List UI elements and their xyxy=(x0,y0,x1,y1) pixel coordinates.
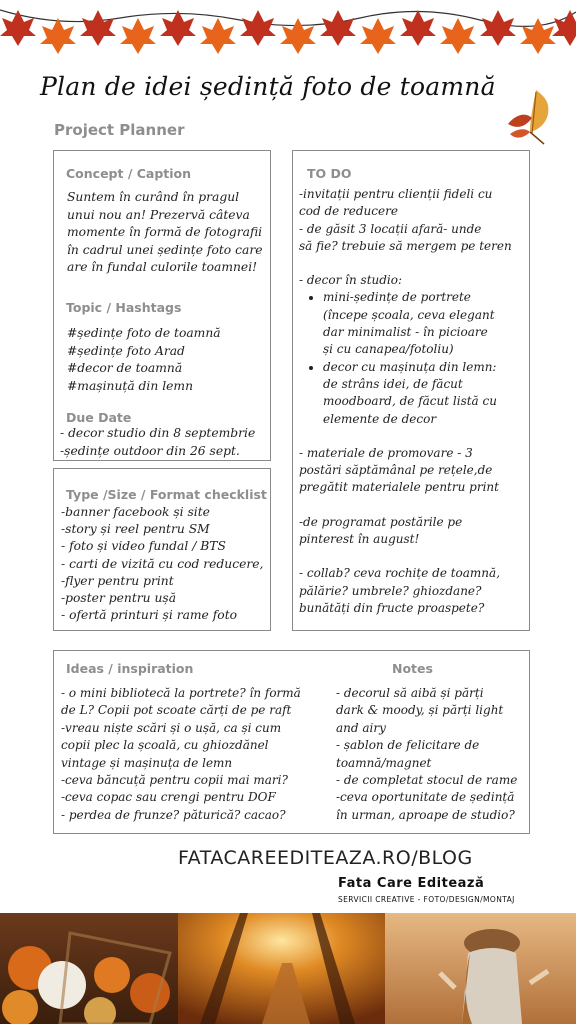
checklist-box xyxy=(53,468,271,631)
todo-line: bunătăți din fructe proaspete? xyxy=(299,600,485,615)
todo-line: elemente de decor xyxy=(323,411,437,426)
idea-line: vintage și mașinuța de lemn xyxy=(61,755,233,770)
todo-line: cod de reducere xyxy=(299,204,398,219)
todo-line: (începe școala, ceva elegant xyxy=(323,307,495,322)
checklist-item: -story și reel pentru SM xyxy=(61,522,210,537)
todo-text xyxy=(299,186,512,617)
todo-line: pinterest în august! xyxy=(299,532,420,547)
concept-box xyxy=(53,150,271,461)
autumn-leaf-icon xyxy=(500,84,562,146)
maple-leaf-icon xyxy=(240,10,276,46)
maple-leaf-icon xyxy=(552,10,576,46)
ideas-text xyxy=(61,685,301,824)
decor-bullet xyxy=(323,359,512,428)
todo-line: -de programat postările pe xyxy=(299,514,463,529)
concept-line: momente în formă de fotografii xyxy=(67,225,263,239)
hashtags-text xyxy=(67,325,221,395)
maple-leaf-icon xyxy=(200,18,236,54)
maple-leaf-icon xyxy=(160,10,196,46)
topic-header: Topic / Hashtags xyxy=(66,300,182,315)
decor-bullet xyxy=(323,289,512,358)
note-line: dark & moody, și părți light xyxy=(336,703,504,718)
todo-line: și cu canapea/fotoliu) xyxy=(323,342,454,357)
concept-line: în cadrul unei ședințe foto care xyxy=(67,242,263,257)
maple-leaf-icon xyxy=(320,10,356,46)
concept-text xyxy=(67,189,262,277)
notes-text xyxy=(336,685,517,824)
ideas-header: Ideas / inspiration xyxy=(66,661,194,676)
maple-leaf-icon xyxy=(120,18,156,54)
checklist-item: -poster pentru ușă xyxy=(61,591,177,606)
maple-leaf-icon xyxy=(400,10,436,46)
checklist-item: - carti de vizită cu cod reducere, xyxy=(61,556,264,571)
concept-line: Suntem în curând în pragul xyxy=(67,190,240,204)
blog-url-link[interactable]: FATACAREEDITEAZA.RO/BLOG xyxy=(178,847,473,869)
hashtag-line: #ședințe foto Arad xyxy=(67,343,185,358)
due-date-line: - decor studio din 8 septembrie xyxy=(60,426,256,440)
idea-line: de L? Copii pot scoate cărți de pe raft xyxy=(61,703,292,718)
due-date-line: -ședințe outdoor din 26 sept. xyxy=(60,443,240,458)
todo-line: - decor în studio: xyxy=(299,273,403,288)
note-line: -ceva oportunitate de ședință xyxy=(336,790,515,805)
maple-leaf-icon xyxy=(80,10,116,46)
page-title: Plan de idei ședință foto de toamnă xyxy=(40,72,496,101)
concept-line: are în fundal culorile toamnei! xyxy=(67,260,258,274)
note-line: - șablon de felicitare de xyxy=(336,738,480,753)
concept-header: Concept / Caption xyxy=(66,166,192,181)
todo-box xyxy=(292,150,530,631)
todo-line: de strâns idei, de făcut xyxy=(323,376,463,391)
note-line: toamnă/magnet xyxy=(336,755,432,770)
autumn-photo-strip xyxy=(0,913,576,1024)
notes-header: Notes xyxy=(392,661,433,676)
due-date-header: Due Date xyxy=(66,410,132,425)
todo-line: postări săptămânal pe rețele,de xyxy=(299,463,493,478)
todo-line: - de găsit 3 locații afară- unde xyxy=(299,221,482,236)
decor-bullet-list xyxy=(299,289,512,427)
todo-line: dar minimalist - în picioare xyxy=(323,325,488,340)
todo-line: • decor cu mașinuța din lemn: xyxy=(323,359,497,374)
todo-line: moodboard, de făcut listă cu xyxy=(323,394,497,409)
idea-line: copii plec la școală, cu ghiozdănel xyxy=(61,738,269,753)
checklist-item: -banner facebook și site xyxy=(61,505,210,519)
todo-line: - collab? ceva rochițe de toamnă, xyxy=(299,566,501,581)
note-line: - decorul să aibă și părți xyxy=(336,686,484,700)
hashtag-line: #decor de toamnă xyxy=(67,361,183,375)
idea-line: - o mini bibliotecă la portrete? în formă xyxy=(61,686,301,700)
todo-line: -invitații pentru clienții fideli cu xyxy=(299,187,493,201)
due-date-text xyxy=(60,425,255,460)
todo-line: pregătit materialele pentru print xyxy=(299,480,499,495)
checklist-text xyxy=(61,504,263,624)
todo-line: • mini-ședințe de portrete xyxy=(323,290,471,305)
idea-line: -vreau niște scări și o ușă, ca și cum xyxy=(61,720,282,735)
checklist-header: Type /Size / Format checklist xyxy=(66,487,267,502)
note-line: and airy xyxy=(336,720,386,735)
maple-leaf-icon xyxy=(440,18,476,54)
checklist-item: - ofertă printuri și rame foto xyxy=(61,608,238,623)
leaf-garland xyxy=(0,0,576,70)
todo-line: să fie? trebuie să mergem pe teren xyxy=(299,238,512,253)
note-line: - de completat stocul de rame xyxy=(336,773,518,788)
ideas-notes-box xyxy=(53,650,530,834)
checklist-item: -flyer pentru print xyxy=(61,573,174,588)
idea-line: -ceva băncuță pentru copii mai mari? xyxy=(61,773,288,788)
idea-line: - perdea de frunze? păturică? cacao? xyxy=(61,807,286,822)
hashtag-line: #ședințe foto de toamnă xyxy=(67,326,221,340)
project-planner-label: Project Planner xyxy=(54,121,185,139)
todo-line: - materiale de promovare - 3 xyxy=(299,445,473,460)
note-line: în urman, aproape de studio? xyxy=(336,807,515,822)
maple-leaf-icon xyxy=(0,10,36,46)
todo-header: TO DO xyxy=(307,166,352,181)
maple-leaf-icon xyxy=(360,18,396,54)
concept-line: unui nou an! Prezervă câteva xyxy=(67,207,250,222)
brand-tagline: SERVICII CREATIVE - FOTO/DESIGN/MONTAJ xyxy=(338,895,515,904)
brand-logo: Fata Care Editează xyxy=(338,876,485,891)
maple-leaf-icon xyxy=(40,18,76,54)
hashtag-line: #mașinuță din lemn xyxy=(67,378,193,393)
maple-leaf-icon xyxy=(280,18,316,54)
maple-leaf-icon xyxy=(480,10,516,46)
idea-line: -ceva copac sau crengi pentru DOF xyxy=(61,790,276,805)
checklist-item: - foto și video fundal / BTS xyxy=(61,539,226,554)
todo-line: pălărie? umbrele? ghiozdane? xyxy=(299,583,482,598)
